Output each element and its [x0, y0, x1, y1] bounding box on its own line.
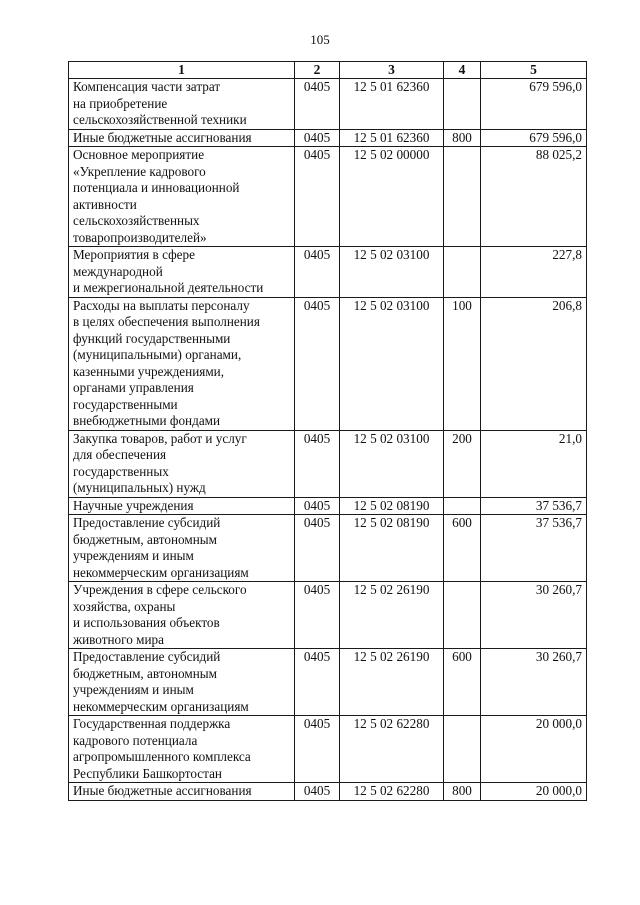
row-section-code: 0405 [295, 783, 340, 801]
row-expense-type [444, 497, 481, 515]
row-amount: 227,8 [481, 247, 587, 298]
row-section-code: 0405 [295, 297, 340, 430]
row-amount: 20 000,0 [481, 783, 587, 801]
table-row [69, 79, 587, 130]
row-amount: 679 596,0 [481, 79, 587, 130]
row-section-code: 0405 [295, 247, 340, 298]
table-row [69, 716, 587, 783]
row-name: Научные учреждения [69, 497, 295, 515]
row-amount: 21,0 [481, 430, 587, 497]
row-amount: 30 260,7 [481, 582, 587, 649]
table-body [69, 79, 587, 801]
row-section-code: 0405 [295, 716, 340, 783]
row-article-code: 12 5 02 26190 [340, 582, 444, 649]
row-article-code: 12 5 01 62360 [340, 79, 444, 130]
budget-table [68, 61, 587, 801]
row-amount: 206,8 [481, 297, 587, 430]
row-article-code: 12 5 02 00000 [340, 147, 444, 247]
row-expense-type [444, 79, 481, 130]
row-name: Учреждения в сфере сельского хозяйства, охраны и использования объектов животного мира [69, 582, 295, 649]
row-expense-type [444, 582, 481, 649]
row-article-code: 12 5 01 62360 [340, 129, 444, 147]
row-name: Государственная поддержка кадрового потенциала агропромышленного комплекса Республики Башкортостан [69, 716, 295, 783]
row-article-code: 12 5 02 62280 [340, 716, 444, 783]
table-row [69, 430, 587, 497]
row-section-code: 0405 [295, 497, 340, 515]
page-number: 105 [310, 32, 330, 47]
table-row [69, 247, 587, 298]
table-row [69, 649, 587, 716]
row-name: Расходы на выплаты персоналу в целях обеспечения выполнения функций государственными (муниципальными) органами, казенными учреждениями, органами управления государственными внебюджетными фондами [69, 297, 295, 430]
row-section-code: 0405 [295, 430, 340, 497]
row-expense-type: 600 [444, 649, 481, 716]
table-row [69, 497, 587, 515]
row-section-code: 0405 [295, 582, 340, 649]
row-name: Иные бюджетные ассигнования [69, 783, 295, 801]
row-article-code: 12 5 02 03100 [340, 430, 444, 497]
table-row [69, 515, 587, 582]
row-amount: 37 536,7 [481, 515, 587, 582]
header-col-5: 5 [481, 62, 587, 79]
table-row [69, 129, 587, 147]
row-name: Мероприятия в сфере международной и межрегиональной деятельности [69, 247, 295, 298]
table-row [69, 147, 587, 247]
row-name: Основное мероприятие «Укрепление кадрового потенциала и инновационной активности сельскохозяйственных товаропроизводителей» [69, 147, 295, 247]
row-article-code: 12 5 02 03100 [340, 247, 444, 298]
header-col-4: 4 [444, 62, 481, 79]
table-row [69, 783, 587, 801]
row-amount: 37 536,7 [481, 497, 587, 515]
row-article-code: 12 5 02 08190 [340, 497, 444, 515]
header-col-3: 3 [340, 62, 444, 79]
row-section-code: 0405 [295, 649, 340, 716]
table-row [69, 297, 587, 430]
row-name: Предоставление субсидий бюджетным, автономным учреждениям и иным некоммерческим организациям [69, 649, 295, 716]
row-section-code: 0405 [295, 147, 340, 247]
row-section-code: 0405 [295, 515, 340, 582]
row-name: Предоставление субсидий бюджетным, автономным учреждениям и иным некоммерческим организациям [69, 515, 295, 582]
header-col-1: 1 [69, 62, 295, 79]
row-expense-type: 600 [444, 515, 481, 582]
row-section-code: 0405 [295, 129, 340, 147]
row-expense-type: 100 [444, 297, 481, 430]
table-row [69, 582, 587, 649]
row-name: Компенсация части затрат на приобретение сельскохозяйственной техники [69, 79, 295, 130]
row-article-code: 12 5 02 03100 [340, 297, 444, 430]
row-section-code: 0405 [295, 79, 340, 130]
header-col-2: 2 [295, 62, 340, 79]
row-expense-type [444, 716, 481, 783]
row-expense-type: 200 [444, 430, 481, 497]
row-article-code: 12 5 02 08190 [340, 515, 444, 582]
row-expense-type [444, 247, 481, 298]
table-header [69, 62, 587, 79]
row-amount: 30 260,7 [481, 649, 587, 716]
row-name: Закупка товаров, работ и услуг для обеспечения государственных (муниципальных) нужд [69, 430, 295, 497]
row-name: Иные бюджетные ассигнования [69, 129, 295, 147]
row-expense-type: 800 [444, 129, 481, 147]
row-amount: 20 000,0 [481, 716, 587, 783]
row-expense-type: 800 [444, 783, 481, 801]
row-amount: 88 025,2 [481, 147, 587, 247]
row-amount: 679 596,0 [481, 129, 587, 147]
row-expense-type [444, 147, 481, 247]
row-article-code: 12 5 02 26190 [340, 649, 444, 716]
header-row [69, 62, 587, 79]
row-article-code: 12 5 02 62280 [340, 783, 444, 801]
